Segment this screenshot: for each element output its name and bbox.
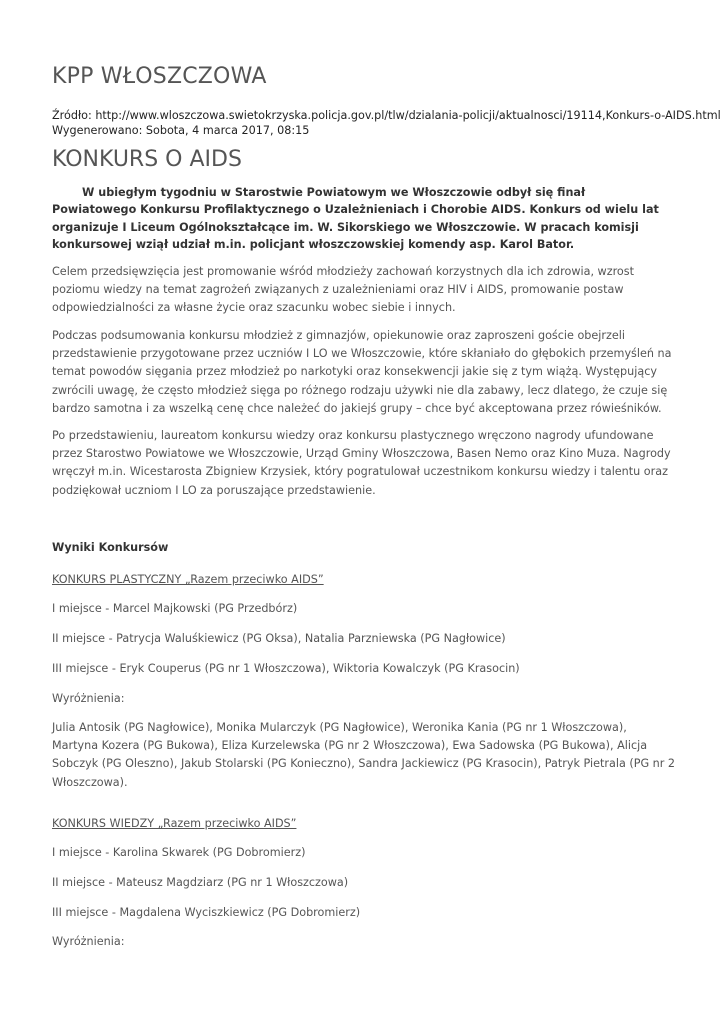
knowledge-contest-title: KONKURS WIEDZY „Razem przeciwko AIDS” bbox=[52, 817, 297, 830]
article-lead: W ubiegłym tygodniu w Starostwie Powiatowym we Włoszczowie odbył się finał Powiatowego Konkursu Profilaktycznego o Uzależnieniach i Chorobie AIDS. Konkurs od wielu lat organizuje I Liceum Ogólnokształcące im. W. Sikorskiego we Włoszczowie. W pracach komisji konkursowej wziął udział m.in. policjant włoszczowskiej komendy asp. Karol Bator. bbox=[52, 186, 659, 251]
source-line: Źródło: http://www.wloszczowa.swietokrzyska.policja.gov.pl/tlw/dzialania-policji/aktualnosci/19114,Konkurs-o-AIDS.html bbox=[52, 109, 721, 122]
art-contest-second-place: II miejsce - Patrycja Waluśkiewicz (PG Oksa), Natalia Parzniewska (PG Nagłowice) bbox=[52, 632, 506, 645]
art-contest-honors: Julia Antosik (PG Nagłowice), Monika Mularczyk (PG Nagłowice), Weronika Kania (PG nr 1 Włoszczowa), Martyna Kozera (PG Bukowa), Eliza Kurzelewska (PG nr 2 Włoszczowa), Ewa Sadowska (PG Bukowa), Alicja Sobczyk (PG Oleszno), Jakub Stolarski (PG Konieczno), Sandra Jackiewicz (PG Krasocin), Patryk Pietrala (PG nr 2 Włoszczowa). bbox=[52, 721, 676, 789]
article-title: KONKURS O AIDS bbox=[52, 147, 242, 172]
article-paragraph-3: Po przedstawieniu, laureatom konkursu wiedzy oraz konkursu plastycznego wręczono nagrody ufundowane przez Starostwo Powiatowe we Włoszczowie, Urząd Gminy Włoszczowa, Basen Nemo oraz Kino Muza. Nagrody wręczył m.in. Wicestarosta Zbigniew Krzysiek, który pogratulował uczestnikom konkursu wiedzy i talentu oraz podziękował uczniom I LO za poruszające przedstawienie. bbox=[52, 429, 671, 497]
results-heading: Wyniki Konkursów bbox=[52, 541, 169, 554]
knowledge-contest-honors-label: Wyróżnienia: bbox=[52, 935, 125, 948]
generated-line: Wygenerowano: Sobota, 4 marca 2017, 08:15 bbox=[52, 124, 310, 137]
art-contest-honors-label: Wyróżnienia: bbox=[52, 692, 125, 705]
document-meta bbox=[52, 108, 721, 138]
knowledge-contest-first-place: I miejsce - Karolina Skwarek (PG Dobromierz) bbox=[52, 846, 306, 859]
article-paragraph-1: Celem przedsięwzięcia jest promowanie wśród młodzieży zachowań korzystnych dla ich zdrowia, wzrost poziomu wiedzy na temat zagrożeń związanych z uzależnieniami oraz HIV i AIDS, promowanie postaw odpowiedzialności za własne życie oraz szacunku wobec siebie i innych. bbox=[52, 265, 634, 315]
article-paragraph-2: Podczas podsumowania konkursu młodzież z gimnazjów, opiekunowie oraz zaproszeni goście obejrzeli przedstawienie przygotowane przez uczniów I LO we Włoszczowie, które skłaniało do głębokich przemyśleń na temat powodów sięgania przez młodzież po narkotyki oraz konsekwencji jakie się z tym wiążą. Występujący zwrócili uwagę, że często młodzież sięga po różnego rodzaju używki nie dla zabawy, lecz dlatego, że czuje się bardzo samotna i za wszelką cenę chce należeć do jakiejś grupy – chce być akceptowana przez rówieśników. bbox=[52, 329, 672, 415]
art-contest-first-place: I miejsce - Marcel Majkowski (PG Przedbórz) bbox=[52, 602, 298, 615]
site-title: KPP WŁOSZCZOWA bbox=[52, 64, 267, 89]
art-contest-title: KONKURS PLASTYCZNY „Razem przeciwko AIDS” bbox=[52, 573, 324, 586]
art-contest-third-place: III miejsce - Eryk Couperus (PG nr 1 Włoszczowa), Wiktoria Kowalczyk (PG Krasocin) bbox=[52, 662, 520, 675]
knowledge-contest-second-place: II miejsce - Mateusz Magdziarz (PG nr 1 Włoszczowa) bbox=[52, 876, 349, 889]
knowledge-contest-third-place: III miejsce - Magdalena Wyciszkiewicz (PG Dobromierz) bbox=[52, 906, 361, 919]
